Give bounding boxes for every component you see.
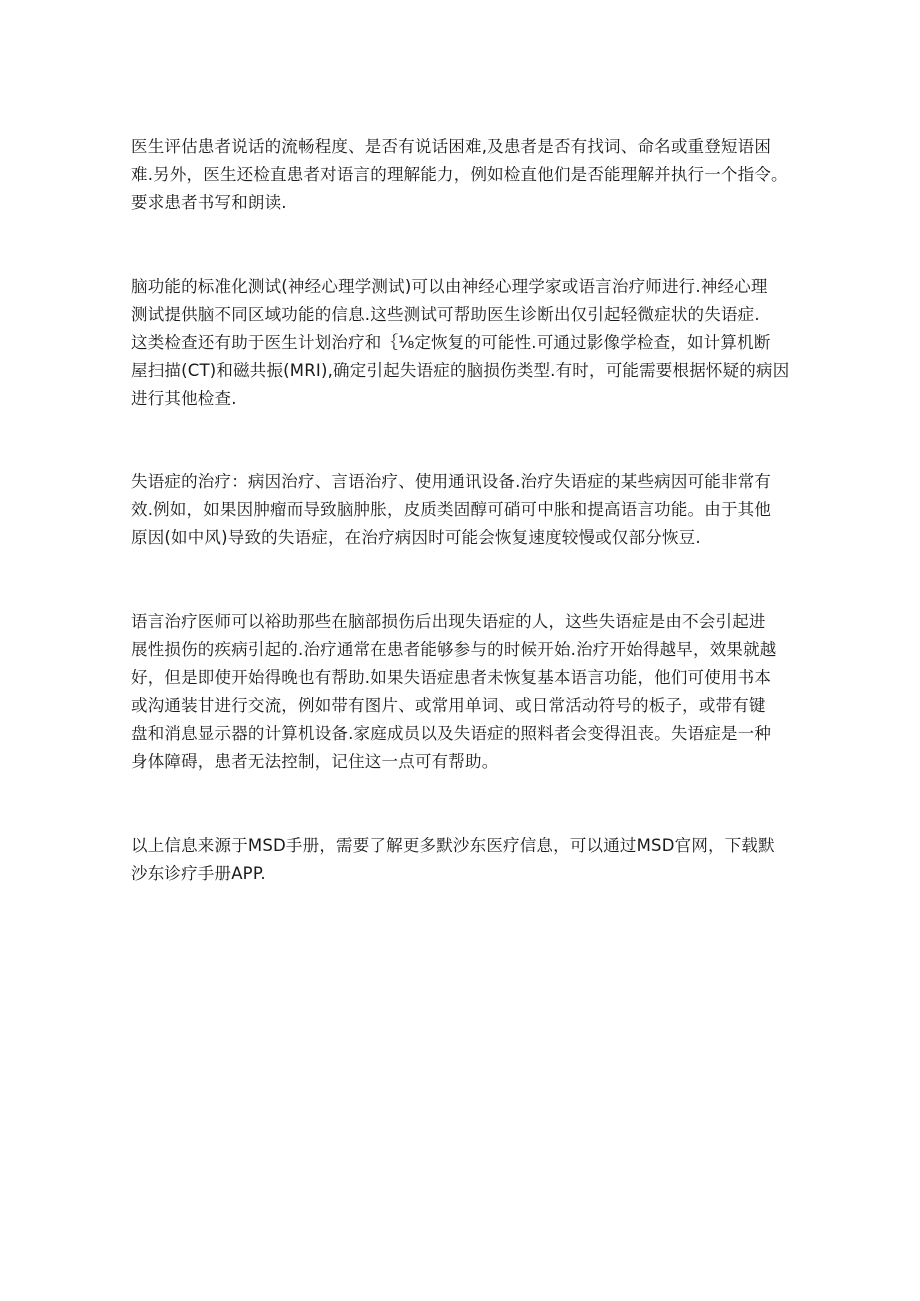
text-line: 进行其他检查. xyxy=(131,389,237,408)
text-line: 难.另外，医生还检直患者对语言的理解能力，例如检直他们是否能理解并执行一个指令。 xyxy=(131,165,788,184)
text-line: 屋扫描(CT)和磁共振(MRI),确定引起失语症的脑损伤类型.有时，可能需要根据怀疑的病因 xyxy=(131,361,790,380)
text-line: 测试提供脑不同区域功能的信息.这些测试可帮助医生诊断出仅引起轻微症状的失语症. xyxy=(131,305,760,324)
text-line: 失语症的治疗：病因治疗、言语治疗、使用通讯设备.治疗失语症的某些病因可能非常有 xyxy=(131,472,772,491)
paragraph-evaluation xyxy=(131,133,796,217)
text-line: 好，但是即使开始得晚也有帮助.如果失语症患者未恢复基本语言功能，他们可使用书本 xyxy=(131,668,772,687)
paragraph-speech-therapy xyxy=(131,608,796,776)
text-line: 语言治疗医师可以裕助那些在脑部损伤后出现失语症的人，这些失语症是由不会引起进 xyxy=(131,612,766,631)
paragraph-neuropsych-testing xyxy=(131,273,796,413)
text-line: 身体障碍，患者无法控制，记住这一点可有帮助。 xyxy=(131,752,499,771)
text-line: 以上信息来源于MSD手册，需要了解更多默沙东医疗信息，可以通过MSD官网，下载默 xyxy=(131,836,775,855)
text-line: 这类检查还有助于医生计划治疗和｛⅛定恢复的可能性.可通过影像学检查，如计算机断 xyxy=(131,333,771,352)
text-line: 医生评估患者说话的流畅程度、是否有说话困难,及患者是否有找词、命名或重登短语困 xyxy=(131,137,772,156)
text-line: 盘和消息显示器的计算机设备.家庭成员以及失语症的照料者会变得沮丧。失语症是一种 xyxy=(131,724,772,743)
text-line: 脑功能的标准化测试(神经心理学测试)可以由神经心理学家或语言治疗师进行.神经心理 xyxy=(131,277,768,296)
paragraph-treatment xyxy=(131,468,796,552)
paragraph-source-note xyxy=(131,832,796,888)
text-line: 效.例如，如果因肿瘤而导致脑肿胀，皮质类固醇可硝可中胀和提高语言功能。由于其他 xyxy=(131,500,772,519)
text-line: 原因(如中风)导致的失语症，在治疗病因时可能会恢复速度较慢或仅部分恢豆. xyxy=(131,528,701,547)
text-line: 要求患者书写和朗读. xyxy=(131,193,287,212)
text-line: 或沟通装甘进行交流，例如带有图片、或常用单词、或日常活动符号的板子，或带有键 xyxy=(131,696,766,715)
text-line: 展性损伤的疾病引起的.治疗通常在患者能够参与的时候开始.治疗开始得越早，效果就越 xyxy=(131,640,777,659)
text-line: 沙东诊疗手册APP. xyxy=(131,864,266,883)
